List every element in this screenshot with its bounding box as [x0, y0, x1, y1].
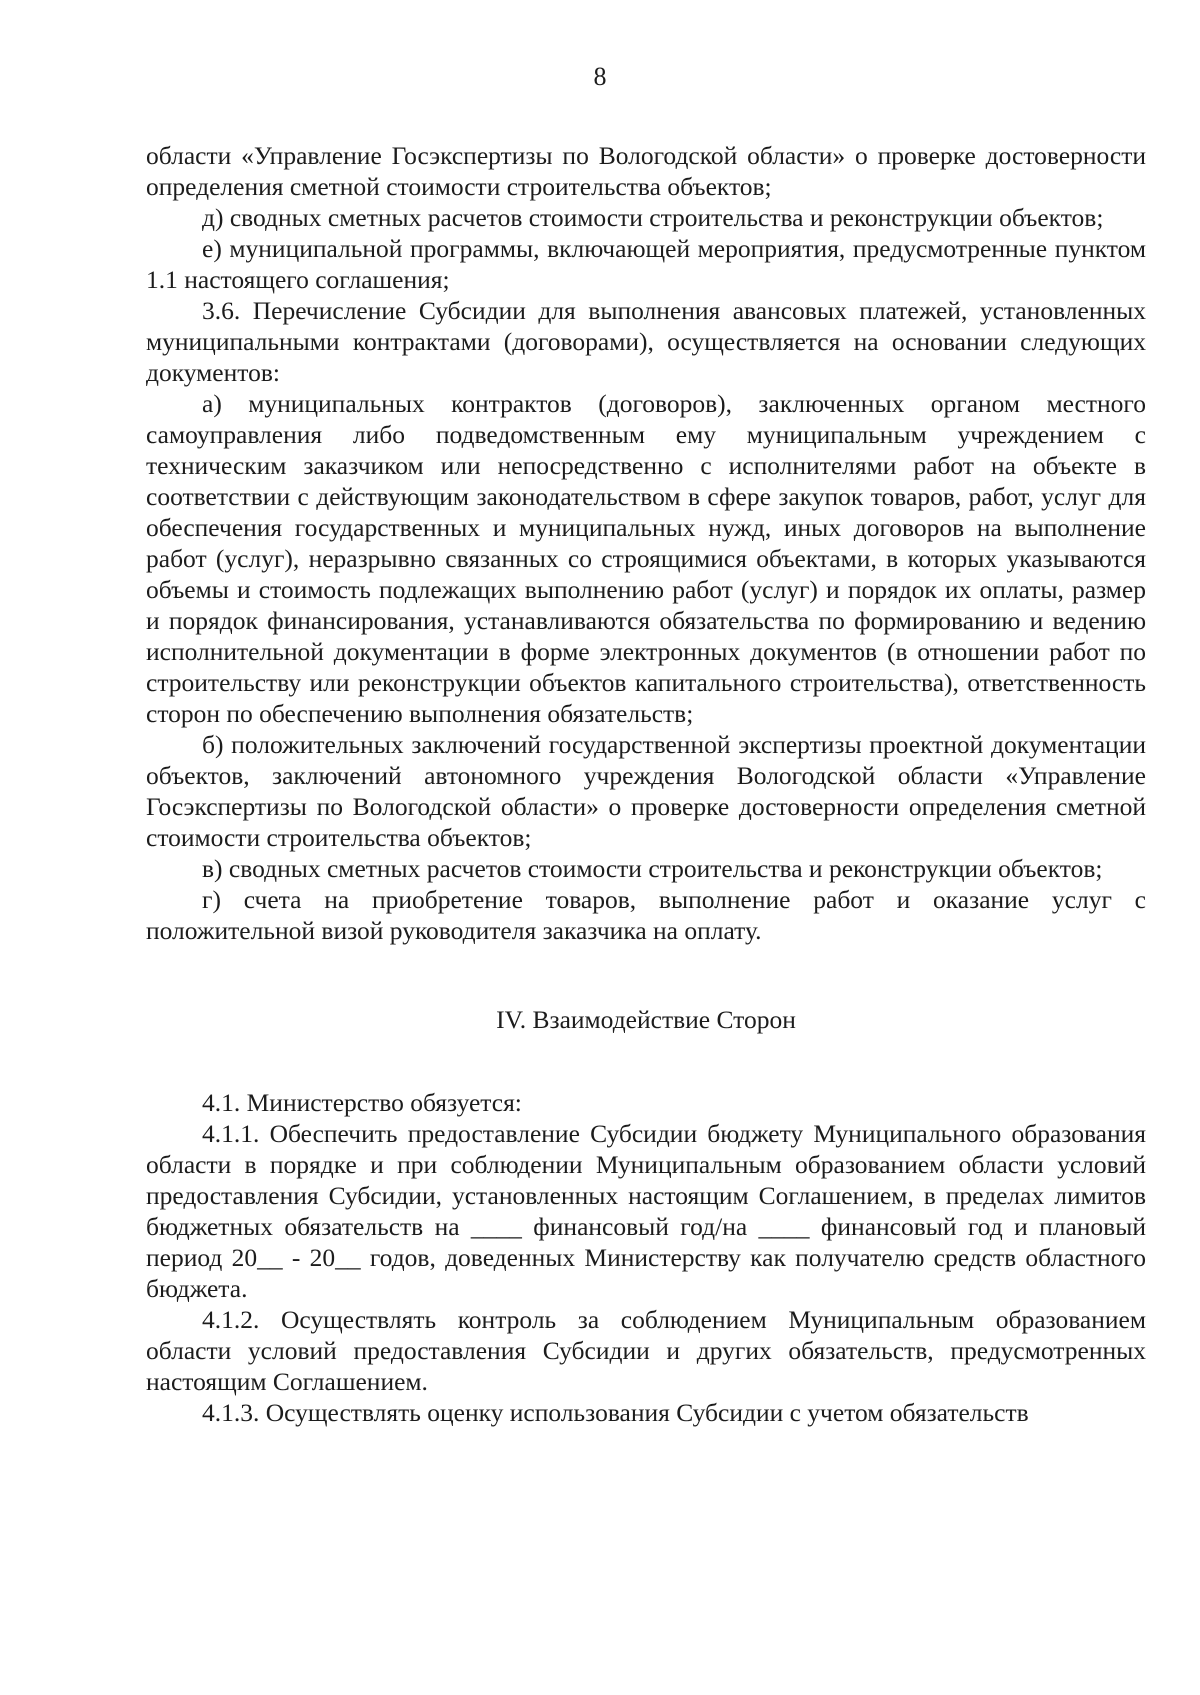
- paragraph-4-1-2: 4.1.2. Осуществлять контроль за соблюдением Муниципальным образованием области условий предоставления Субсидии и других обязательств, предусмотренных настоящим Соглашением.: [146, 1305, 1146, 1396]
- paragraph-item-b: б) положительных заключений государственной экспертизы проектной документации объектов, заключений автономного учреждения Вологодской области «Управление Госэкспертизы по Вологодской области» о проверке достоверности определения сметной стоимости строительства объектов;: [146, 730, 1146, 852]
- page-number: 8: [593, 62, 607, 91]
- paragraph-item-a: а) муниципальных контрактов (договоров), заключенных органом местного самоуправления либо подведомственным ему муниципальным учреждением с техническим заказчиком или непосредственно с исполнителями работ на объекте в соответствии с действующим законодательством в сфере закупок товаров, работ, услуг для обеспечения государственных и муниципальных нужд, иных договоров на выполнение работ (услуг), неразрывно связанных со строящимися объектами, в которых указываются объемы и стоимость подлежащих выполнению работ (услуг) и порядок их оплаты, размер и порядок финансирования, устанавливаются обязательства по формированию и ведению исполнительной документации в форме электронных документов (в отношении работ по строительству или реконструкции объектов капитального строительства), ответственность сторон по обеспечению выполнения обязательств;: [146, 389, 1146, 728]
- paragraph-item-d: д) сводных сметных расчетов стоимости строительства и реконструкции объектов;: [202, 203, 1104, 232]
- paragraph-4-1-3: 4.1.3. Осуществлять оценку использования Субсидии с учетом обязательств: [202, 1398, 1029, 1427]
- section-heading: IV. Взаимодействие Сторон: [496, 1005, 796, 1034]
- paragraph-4-1: 4.1. Министерство обязуется:: [202, 1088, 522, 1117]
- paragraph-objects-continuation: области «Управление Госэкспертизы по Вологодской области» о проверке достоверности определения сметной стоимости строительства объектов;: [146, 141, 1146, 201]
- document-body: [146, 140, 1146, 1428]
- paragraph-4-1-1: 4.1.1. Обеспечить предоставление Субсидии бюджету Муниципального образования области в порядке и при соблюдении Муниципальным образованием области условий предоставления Субсидии, установленных настоящим Соглашением, в пределах лимитов бюджетных обязательств на ____ финансовый год/на ____ финансовый год и плановый период 20__ - 20__ годов, доведенных Министерству как получателю средств областного бюджета.: [146, 1119, 1146, 1303]
- paragraph-3-6: 3.6. Перечисление Субсидии для выполнения авансовых платежей, установленных муниципальными контрактами (договорами), осуществляется на основании следующих документов:: [146, 296, 1146, 387]
- paragraph-item-g: г) счета на приобретение товаров, выполнение работ и оказание услуг с положительной визой руководителя заказчика на оплату.: [146, 885, 1146, 945]
- paragraph-item-e: е) муниципальной программы, включающей мероприятия, предусмотренные пунктом 1.1 настоящего соглашения;: [146, 234, 1146, 294]
- paragraph-item-v: в) сводных сметных расчетов стоимости строительства и реконструкции объектов;: [202, 854, 1103, 883]
